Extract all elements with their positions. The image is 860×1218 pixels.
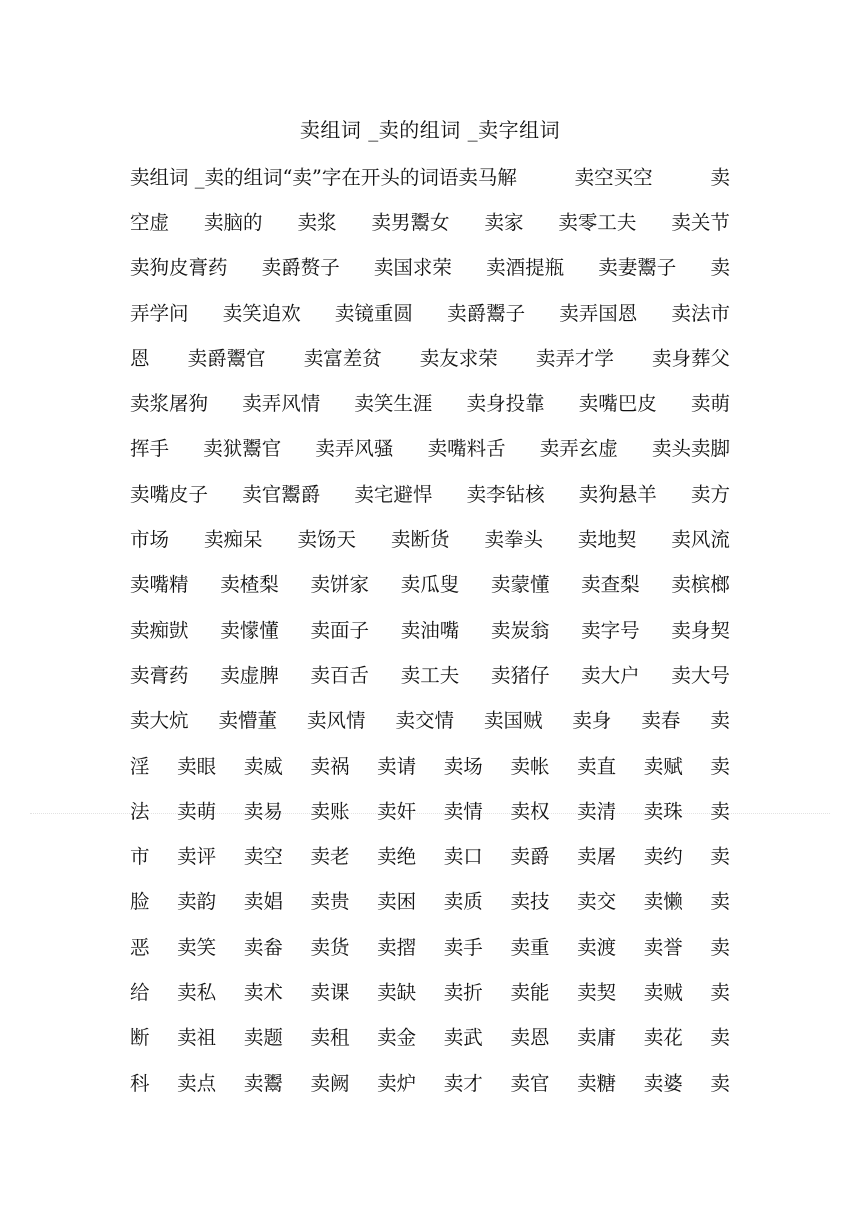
word: 卖赋 <box>643 754 683 778</box>
text-line <box>130 200 730 245</box>
word: 卖头卖脚 <box>651 437 730 461</box>
word: 弄学问 <box>130 301 189 325</box>
word: 卖痴獃 <box>130 618 189 642</box>
text-line <box>130 427 730 472</box>
word: 卖阙 <box>310 1071 350 1095</box>
word: 卖 <box>710 709 730 733</box>
word: 卖弄风情 <box>242 392 321 416</box>
word: 卖鬻 <box>243 1071 283 1095</box>
word: 卖大户 <box>581 663 640 687</box>
word: 卖炭翁 <box>490 618 550 642</box>
text-line <box>130 1016 730 1061</box>
word: 卖贼 <box>643 980 683 1004</box>
text-line <box>130 291 730 336</box>
word: 卖绝 <box>377 845 417 869</box>
word: 科 <box>130 1071 150 1095</box>
text-line <box>130 834 730 879</box>
word: 卖狗皮膏药 <box>130 256 228 280</box>
word: 卖风情 <box>306 709 366 733</box>
word: 卖嘴精 <box>130 573 189 597</box>
word: 卖炉 <box>377 1071 417 1095</box>
word: 卖 <box>710 980 730 1004</box>
word: 卖大号 <box>671 663 730 687</box>
word: 卖查梨 <box>581 573 640 597</box>
word: 断 <box>130 1026 150 1050</box>
word: 卖字号 <box>581 618 640 642</box>
word: 卖风流 <box>671 528 730 552</box>
word: 卖恩 <box>510 1026 550 1050</box>
word: 挥手 <box>130 437 170 461</box>
word: 卖武 <box>443 1026 483 1050</box>
word: 卖渡 <box>577 935 617 959</box>
word: 卖百舌 <box>310 663 369 687</box>
text-line <box>130 246 730 291</box>
word: 卖身投靠 <box>466 392 545 416</box>
word: 卖爵鬻子 <box>447 301 526 325</box>
word: 卖畚 <box>243 935 283 959</box>
word: 卖爵赘子 <box>261 256 340 280</box>
word: 卖祸 <box>310 754 350 778</box>
word: 卖拳头 <box>484 528 543 552</box>
word: 卖浆屠狗 <box>130 392 209 416</box>
word: 恩 <box>130 346 150 370</box>
word: 卖术 <box>243 980 283 1004</box>
word: 卖官 <box>510 1071 550 1095</box>
word: 卖膏药 <box>130 663 189 687</box>
word: 卖身葬父 <box>651 346 730 370</box>
word: 卖情 <box>443 799 483 823</box>
word: 卖手 <box>443 935 483 959</box>
word: 卖国求荣 <box>373 256 452 280</box>
word: 卖身契 <box>671 618 730 642</box>
word: 卖 <box>710 1026 730 1050</box>
word: 卖家 <box>484 210 524 234</box>
word: 卖评 <box>177 845 217 869</box>
text-line <box>130 925 730 970</box>
word: 卖脑的 <box>203 210 263 234</box>
text-line <box>130 517 730 562</box>
word: 卖才 <box>443 1071 483 1095</box>
word: 卖 <box>710 256 730 280</box>
word: 卖身 <box>572 709 612 733</box>
word: 卖组词 _卖的组词“卖”字在开头的词语卖马解 <box>130 165 517 189</box>
word: 卖狗悬羊 <box>578 482 657 506</box>
text-line <box>130 1061 730 1106</box>
word: 卖大炕 <box>130 709 189 733</box>
word: 卖油嘴 <box>400 618 460 642</box>
word: 卖清 <box>577 799 617 823</box>
word: 卖笑追欢 <box>222 301 301 325</box>
word: 卖易 <box>243 799 283 823</box>
text-line <box>130 608 730 653</box>
word: 卖工夫 <box>400 663 460 687</box>
word: 卖 <box>710 890 730 914</box>
word: 卖 <box>710 1071 730 1095</box>
word: 卖萌 <box>177 799 217 823</box>
word: 卖庸 <box>577 1026 617 1050</box>
word: 卖威 <box>243 754 283 778</box>
word: 卖质 <box>443 890 483 914</box>
word: 卖交情 <box>395 709 454 733</box>
word: 卖金 <box>377 1026 417 1050</box>
word: 卖点 <box>177 1071 217 1095</box>
word: 卖租 <box>310 1026 350 1050</box>
word: 卖缺 <box>377 980 417 1004</box>
word: 卖老 <box>310 845 350 869</box>
word: 卖技 <box>510 890 550 914</box>
word: 卖 <box>710 935 730 959</box>
word: 卖瓜叟 <box>400 573 460 597</box>
word: 卖场 <box>443 754 483 778</box>
word: 卖摺 <box>377 935 417 959</box>
word: 卖宅避悍 <box>354 482 433 506</box>
word: 市场 <box>130 528 170 552</box>
word: 卖贵 <box>310 890 350 914</box>
word: 卖虚脾 <box>220 663 279 687</box>
word: 卖懵董 <box>218 709 277 733</box>
document-title: 卖组词 _卖的组词 _卖字组词 <box>299 118 561 142</box>
word: 恶 <box>130 935 150 959</box>
word: 卖笑生涯 <box>354 392 433 416</box>
word: 卖嘴巴皮 <box>578 392 657 416</box>
word: 卖请 <box>377 754 417 778</box>
word: 淫 <box>130 754 150 778</box>
word: 卖妻鬻子 <box>598 256 677 280</box>
word: 卖折 <box>443 980 483 1004</box>
word: 卖酒提瓶 <box>486 256 565 280</box>
word: 卖爵鬻官 <box>187 346 266 370</box>
word: 给 <box>130 980 150 1004</box>
word: 卖祖 <box>177 1026 217 1050</box>
word: 卖花 <box>643 1026 683 1050</box>
word: 卖关节 <box>671 210 730 234</box>
word: 卖能 <box>510 980 550 1004</box>
text-line <box>130 970 730 1015</box>
word: 卖李钻核 <box>466 482 545 506</box>
word: 卖珠 <box>643 799 683 823</box>
word: 卖弄风骚 <box>315 437 394 461</box>
word: 卖眼 <box>177 754 217 778</box>
word: 卖直 <box>577 754 617 778</box>
word: 卖誉 <box>643 935 683 959</box>
word: 卖娼 <box>243 890 283 914</box>
word: 卖嘴料舌 <box>427 437 506 461</box>
text-line <box>130 880 730 925</box>
text-line <box>130 789 730 834</box>
word: 卖奸 <box>377 799 417 823</box>
word: 卖弄才学 <box>535 346 614 370</box>
word: 卖困 <box>377 890 417 914</box>
word: 卖零工夫 <box>558 210 637 234</box>
text-line <box>130 155 730 200</box>
word: 卖账 <box>310 799 350 823</box>
word: 卖楂梨 <box>220 573 279 597</box>
word: 卖嘴皮子 <box>130 482 209 506</box>
text-line <box>130 381 730 426</box>
word: 卖空买空 <box>574 165 653 189</box>
text-line <box>130 699 730 744</box>
text-line <box>130 563 730 608</box>
word: 卖货 <box>310 935 350 959</box>
word: 卖约 <box>643 845 683 869</box>
word: 卖弄国恩 <box>559 301 638 325</box>
word: 卖糖 <box>577 1071 617 1095</box>
word: 卖爵 <box>510 845 550 869</box>
word: 卖饼家 <box>310 573 369 597</box>
word: 卖屠 <box>577 845 617 869</box>
word: 卖地契 <box>577 528 637 552</box>
word: 卖题 <box>243 1026 283 1050</box>
word: 卖弄玄虚 <box>539 437 618 461</box>
word: 卖猪仔 <box>490 663 550 687</box>
word: 卖权 <box>510 799 550 823</box>
word: 卖富差贫 <box>303 346 382 370</box>
word: 卖槟榔 <box>671 573 730 597</box>
word: 卖浆 <box>297 210 337 234</box>
word: 卖空 <box>243 845 283 869</box>
word: 卖官鬻爵 <box>242 482 321 506</box>
word: 卖懒 <box>643 890 683 914</box>
word: 卖韵 <box>177 890 217 914</box>
word: 卖笑 <box>177 935 217 959</box>
word: 卖重 <box>510 935 550 959</box>
word: 卖婆 <box>643 1071 683 1095</box>
document-body <box>130 155 730 1106</box>
word: 卖懞懂 <box>220 618 279 642</box>
word: 卖饧天 <box>297 528 356 552</box>
text-line <box>130 336 730 381</box>
word: 卖法市 <box>671 301 730 325</box>
word: 卖男鬻女 <box>371 210 450 234</box>
text-line <box>130 744 730 789</box>
word: 法 <box>130 799 150 823</box>
word: 卖狱鬻官 <box>203 437 282 461</box>
word: 卖 <box>710 165 730 189</box>
word: 卖 <box>710 754 730 778</box>
word: 卖交 <box>577 890 617 914</box>
word: 卖 <box>710 799 730 823</box>
word: 卖面子 <box>310 618 369 642</box>
word: 卖帐 <box>510 754 550 778</box>
word: 卖课 <box>310 980 350 1004</box>
text-line <box>130 653 730 698</box>
word: 卖断货 <box>390 528 450 552</box>
word: 卖私 <box>177 980 217 1004</box>
word: 卖痴呆 <box>203 528 263 552</box>
word: 卖萌 <box>690 392 730 416</box>
word: 卖方 <box>690 482 730 506</box>
word: 脸 <box>130 890 150 914</box>
word: 卖蒙懂 <box>490 573 550 597</box>
word: 市 <box>130 845 150 869</box>
word: 卖契 <box>577 980 617 1004</box>
word: 卖春 <box>641 709 681 733</box>
word: 卖镜重圆 <box>334 301 413 325</box>
word: 卖 <box>710 845 730 869</box>
word: 空虚 <box>130 210 170 234</box>
word: 卖友求荣 <box>419 346 498 370</box>
text-line <box>130 472 730 517</box>
word: 卖口 <box>443 845 483 869</box>
word: 卖国贼 <box>483 709 543 733</box>
